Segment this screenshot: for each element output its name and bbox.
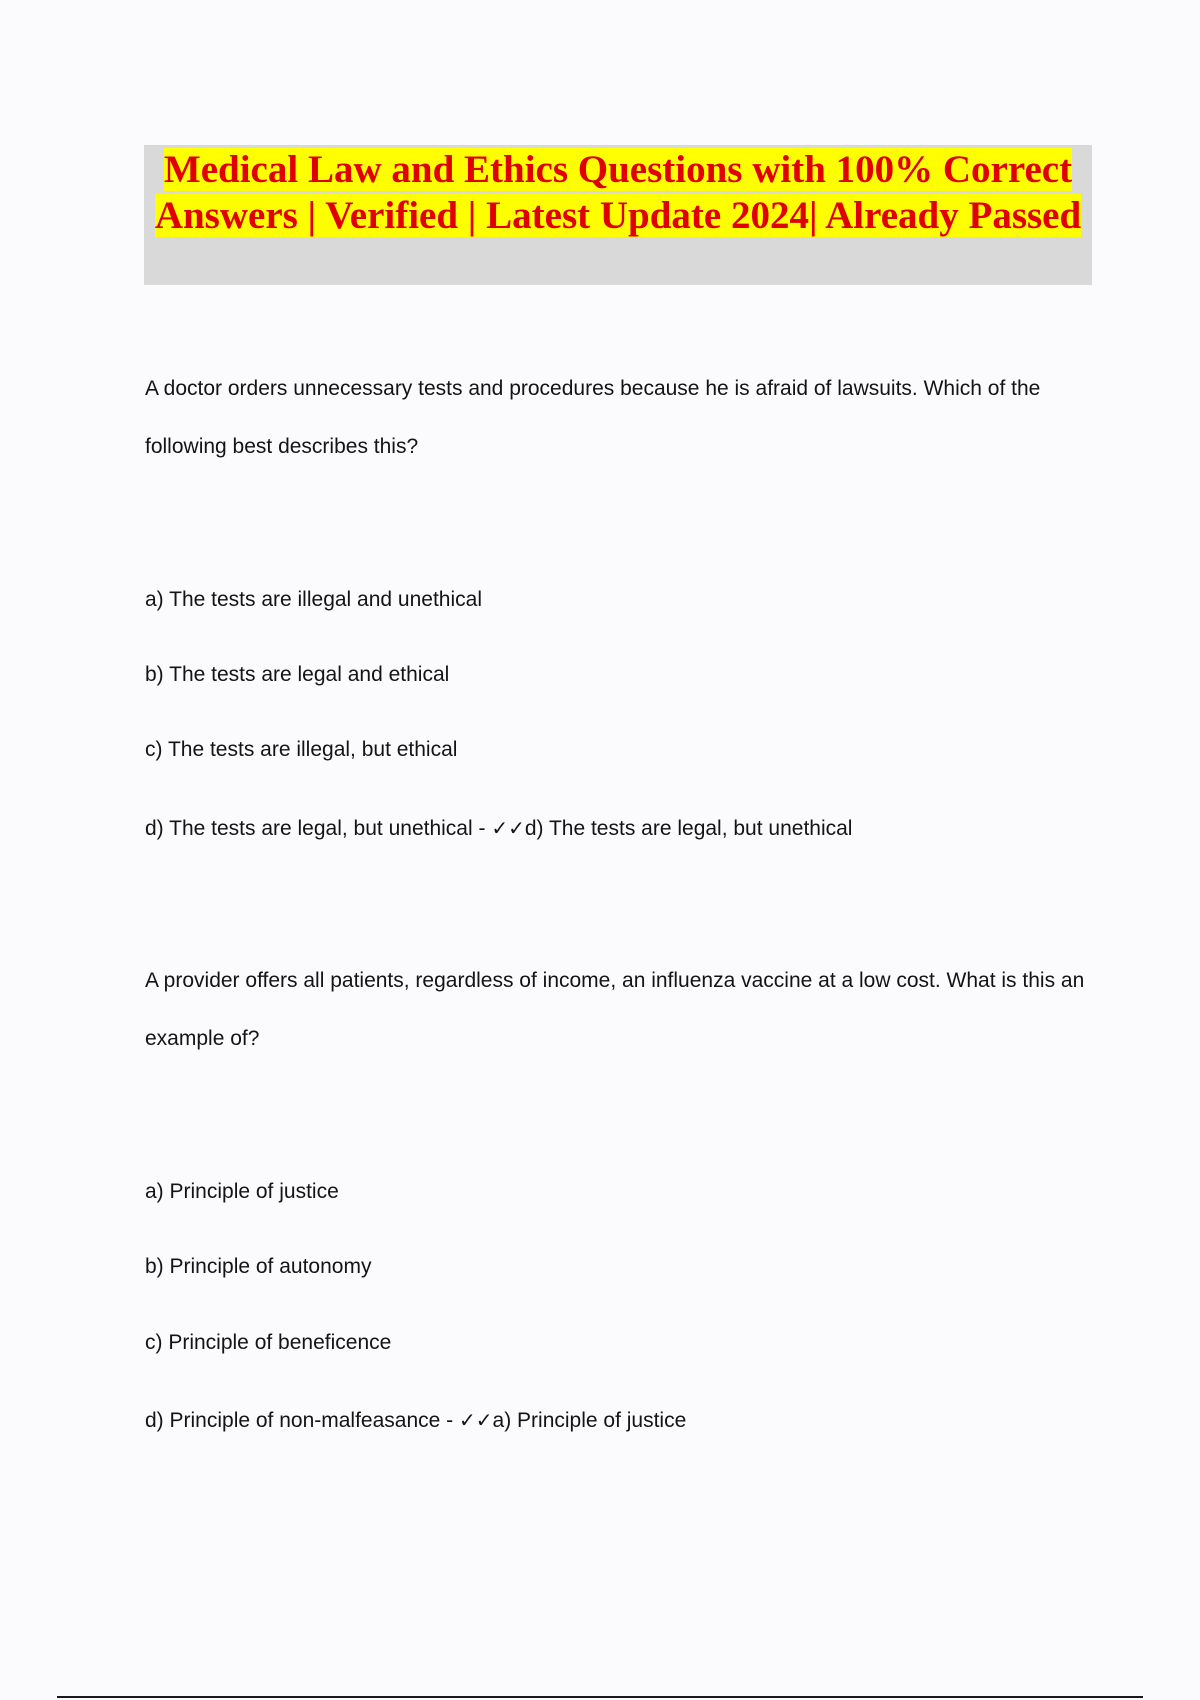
question-1-option-d: d) The tests are legal, but unethical - bbox=[145, 817, 492, 840]
question-1-answer: d) The tests are legal, but unethical bbox=[524, 817, 853, 840]
question-2-answer: a) Principle of justice bbox=[492, 1409, 687, 1432]
question-2-option-d: d) Principle of non-malfeasance - bbox=[145, 1409, 459, 1432]
footer-divider bbox=[57, 1696, 1143, 1698]
document-title-banner bbox=[144, 145, 1092, 285]
question-1-option-d-with-answer bbox=[145, 813, 852, 844]
question-1-option-c: c) The tests are illegal, but ethical bbox=[145, 738, 458, 761]
question-2-option-a: a) Principle of justice bbox=[145, 1180, 339, 1203]
double-check-icon: ✓✓ bbox=[459, 1408, 493, 1432]
question-1-option-a: a) The tests are illegal and unethical bbox=[145, 588, 482, 611]
question-2-option-d-with-answer bbox=[145, 1405, 686, 1436]
question-2-text: A provider offers all patients, regardless of income, an influenza vaccine at a low cost. What is this an example of? bbox=[145, 969, 1085, 1050]
question-1-option-b: b) The tests are legal and ethical bbox=[145, 663, 450, 686]
double-check-icon: ✓✓ bbox=[491, 816, 525, 840]
question-2-option-c: c) Principle of beneficence bbox=[145, 1331, 392, 1354]
question-1-text: A doctor orders unnecessary tests and procedures because he is afraid of lawsuits. Which of the following best describes this? bbox=[145, 377, 1041, 458]
question-2-option-b: b) Principle of autonomy bbox=[145, 1255, 372, 1278]
document-title: Medical Law and Ethics Questions with 100% Correct Answers | Verified | Latest Update 2024| Already Passed bbox=[154, 148, 1082, 237]
